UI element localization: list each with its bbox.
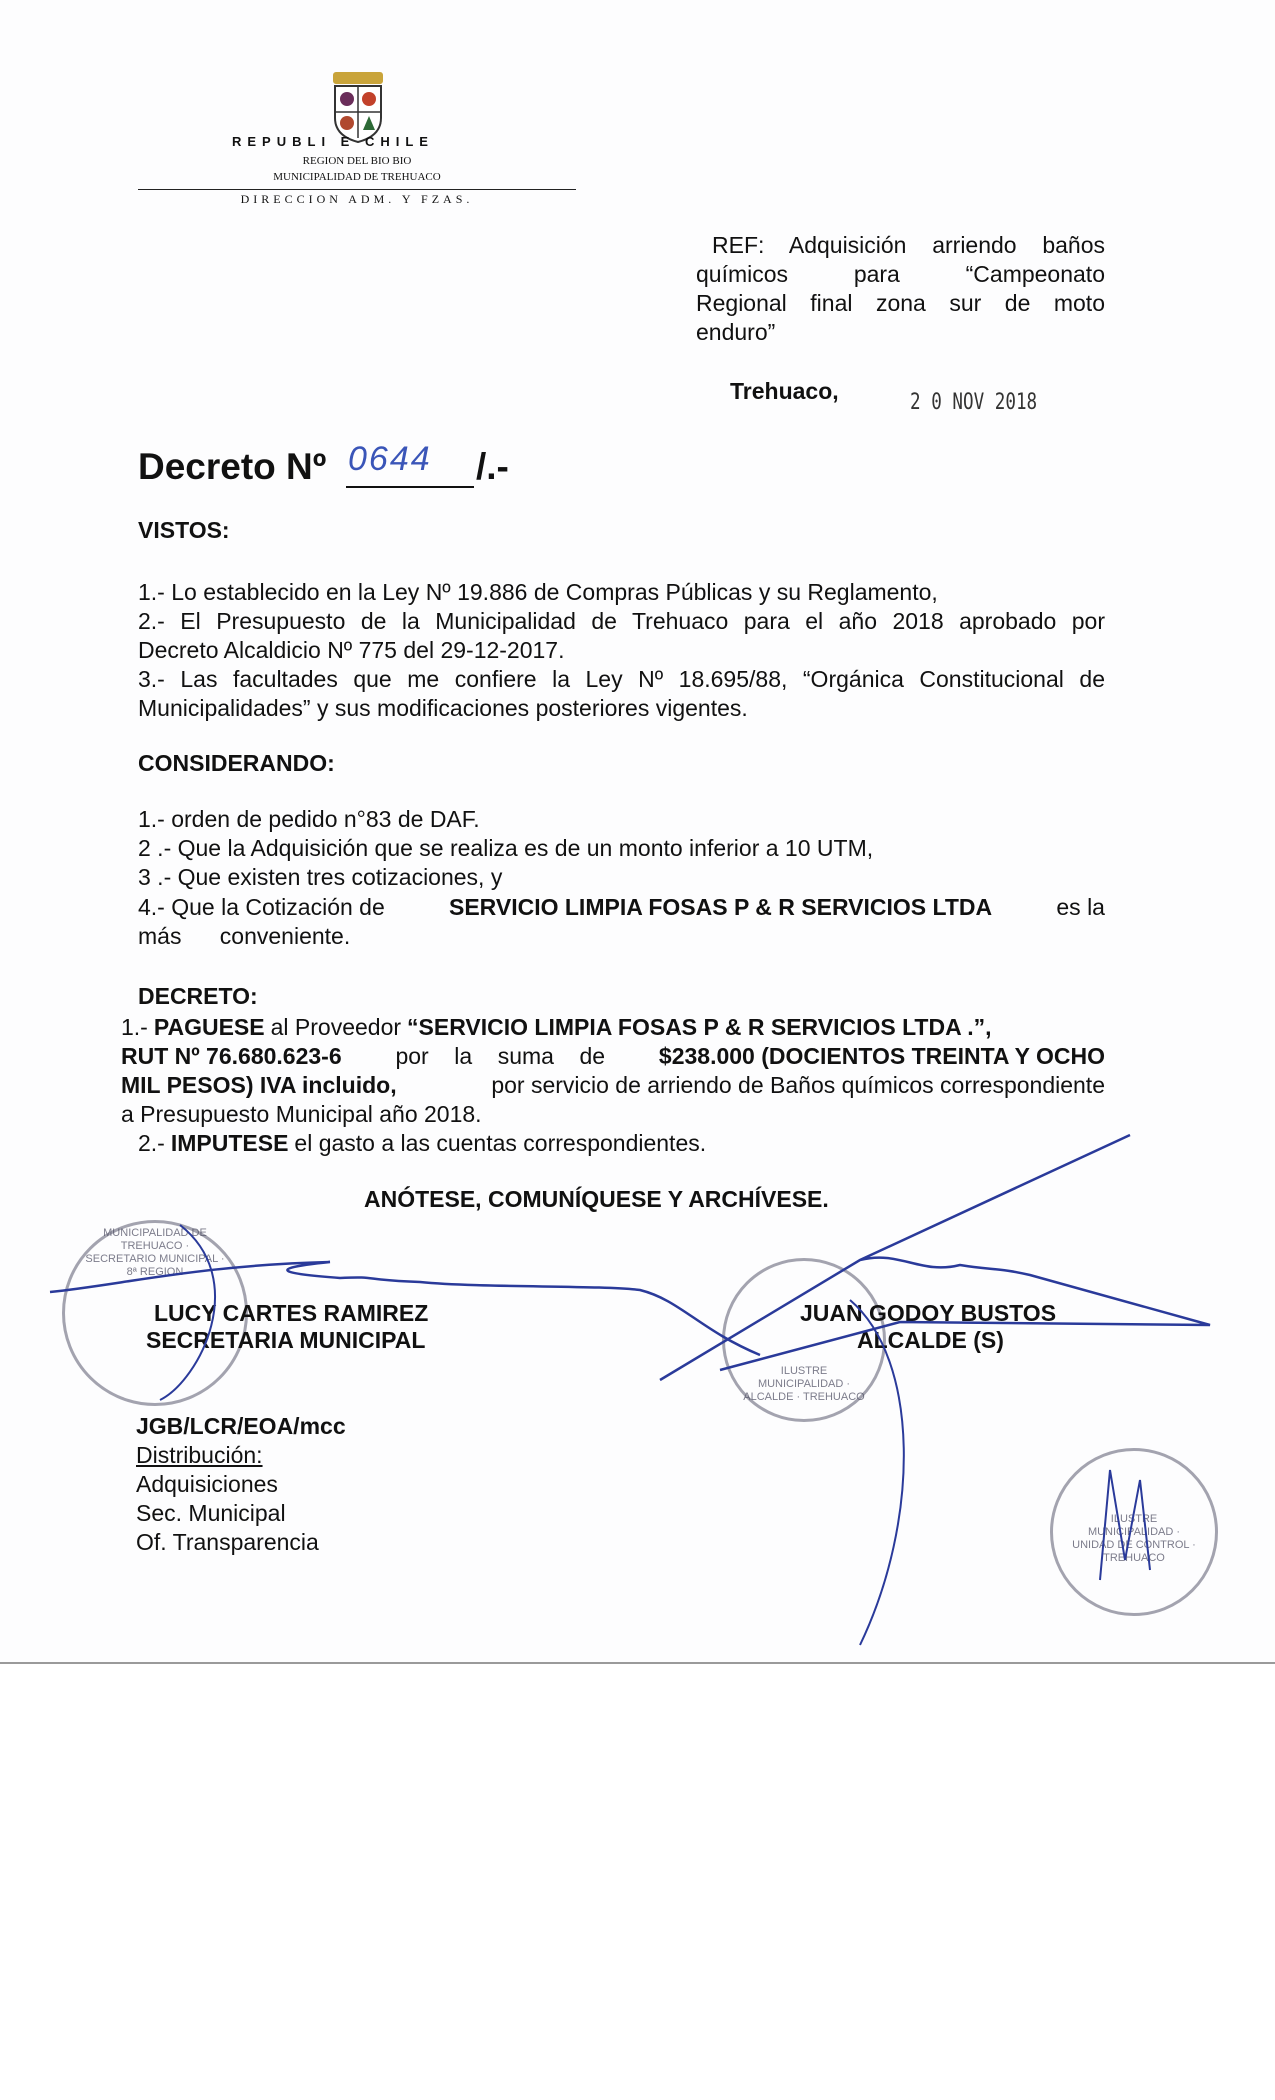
vistos-title: VISTOS: bbox=[138, 517, 230, 543]
provider-label: al Proveedor bbox=[270, 1014, 402, 1040]
right-signer-title: ALCALDE (S) bbox=[857, 1327, 1004, 1353]
decreto-line bbox=[121, 1013, 1105, 1042]
considerando-title: CONSIDERANDO: bbox=[138, 750, 335, 776]
decreto-line: a Presupuesto Municipal año 2018. bbox=[121, 1101, 482, 1127]
decreto-line bbox=[121, 1071, 1105, 1100]
considerando-line bbox=[138, 893, 1105, 922]
vistos-line: 1.- Lo establecido en la Ley Nº 19.886 de Compras Públicas y su Reglamento, bbox=[138, 579, 938, 605]
vistos-line: 2.- El Presupuesto de la Municipalidad de Trehuaco para el año 2018 aprobado por bbox=[138, 608, 1105, 634]
date-stamp: 2 0 NOV 2018 bbox=[910, 390, 1038, 415]
imputese-text: el gasto a las cuentas correspondientes. bbox=[294, 1130, 707, 1156]
control-stamp bbox=[1050, 1448, 1218, 1616]
considerando-line: 2 .- Que la Adquisición que se realiza es de un monto inferior a 10 UTM, bbox=[138, 835, 874, 861]
distribucion-item: Sec. Municipal bbox=[136, 1500, 286, 1526]
region-label: REGION DEL BIO BIO bbox=[302, 155, 412, 167]
vistos-line: Decreto Alcaldicio Nº 775 del 29-12-2017. bbox=[138, 637, 565, 663]
direction-label: DIRECCION ADM. Y FZAS. bbox=[240, 192, 474, 206]
decreto-number-handwritten: 0644 bbox=[348, 440, 432, 478]
item-number: 2.- bbox=[138, 1130, 165, 1156]
amount-words: MIL PESOS) IVA incluido, bbox=[121, 1072, 397, 1098]
ref-line: químicos para “Campeonato bbox=[696, 261, 1105, 287]
service-description: por servicio de arriendo de Baños químicos correspondiente bbox=[491, 1072, 1105, 1098]
ref-line: Regional final zona sur de moto bbox=[696, 290, 1105, 316]
imputese-label: IMPUTESE bbox=[170, 1130, 289, 1156]
considerando-line: más conveniente. bbox=[138, 923, 351, 949]
ref-line: enduro” bbox=[696, 319, 776, 345]
stamp-text: ILUSTRE MUNICIPALIDAD · ALCALDE · TREHUACO bbox=[743, 1365, 865, 1403]
header-divider bbox=[138, 189, 576, 190]
decreto-number-line bbox=[346, 438, 474, 488]
ref-line: REF: Adquisición arriendo baños bbox=[712, 232, 1105, 258]
item4-post: es la bbox=[1056, 894, 1105, 920]
initials: JGB/LCR/EOA/mcc bbox=[136, 1413, 346, 1439]
municipality-label: MUNICIPALIDAD DE TREHUACO bbox=[273, 171, 441, 183]
stamp-text: MUNICIPALIDAD DE TREHUACO · SECRETARIO MUNICIPAL · 8ª REGION bbox=[85, 1227, 225, 1278]
rut-value: RUT Nº 76.680.623-6 bbox=[121, 1043, 342, 1069]
amount-value: $238.000 (DOCIENTOS TREINTA Y OCHO bbox=[658, 1043, 1105, 1069]
stamp-text: ILUSTRE MUNICIPALIDAD · UNIDAD DE CONTROL · TREHUACO bbox=[1072, 1513, 1196, 1564]
paguese-label: PAGUESE bbox=[153, 1014, 265, 1040]
distribucion-title: Distribución: bbox=[136, 1442, 263, 1468]
decreto-line bbox=[121, 1042, 1105, 1071]
closing-formula: ANÓTESE, COMUNÍQUESE Y ARCHÍVESE. bbox=[364, 1186, 829, 1212]
left-signer-title: SECRETARIA MUNICIPAL bbox=[146, 1327, 426, 1353]
right-signer-name: JUAN GODOY BUSTOS bbox=[800, 1300, 1057, 1326]
decreto-label: Decreto Nº bbox=[138, 446, 327, 487]
considerando-line: 3 .- Que existen tres cotizaciones, y bbox=[138, 864, 503, 890]
place-label: Trehuaco, bbox=[730, 378, 839, 404]
decreto-section-title: DECRETO: bbox=[138, 983, 258, 1009]
decreto-line bbox=[138, 1129, 706, 1158]
left-signer-name: LUCY CARTES RAMIREZ bbox=[154, 1300, 429, 1326]
republica-label: REPUBLI E CHILE bbox=[232, 134, 434, 149]
distribucion-item: Of. Transparencia bbox=[136, 1529, 319, 1555]
item-number: 1.- bbox=[121, 1014, 148, 1040]
distribucion-item: Adquisiciones bbox=[136, 1471, 278, 1497]
vistos-line: Municipalidades” y sus modificaciones posteriores vigentes. bbox=[138, 695, 748, 721]
item4-provider: SERVICIO LIMPIA FOSAS P & R SERVICIOS LTDA bbox=[449, 894, 993, 920]
item4-pre: 4.- Que la Cotización de bbox=[138, 894, 385, 920]
provider-name: “SERVICIO LIMPIA FOSAS P & R SERVICIOS LTDA .”, bbox=[407, 1014, 992, 1040]
sum-label: por la suma de bbox=[395, 1043, 606, 1069]
considerando-line: 1.- orden de pedido n°83 de DAF. bbox=[138, 806, 480, 832]
decreto-suffix: /.- bbox=[476, 446, 509, 487]
vistos-line: 3.- Las facultades que me confiere la Ley Nº 18.695/88, “Orgánica Constitucional de bbox=[138, 666, 1105, 692]
